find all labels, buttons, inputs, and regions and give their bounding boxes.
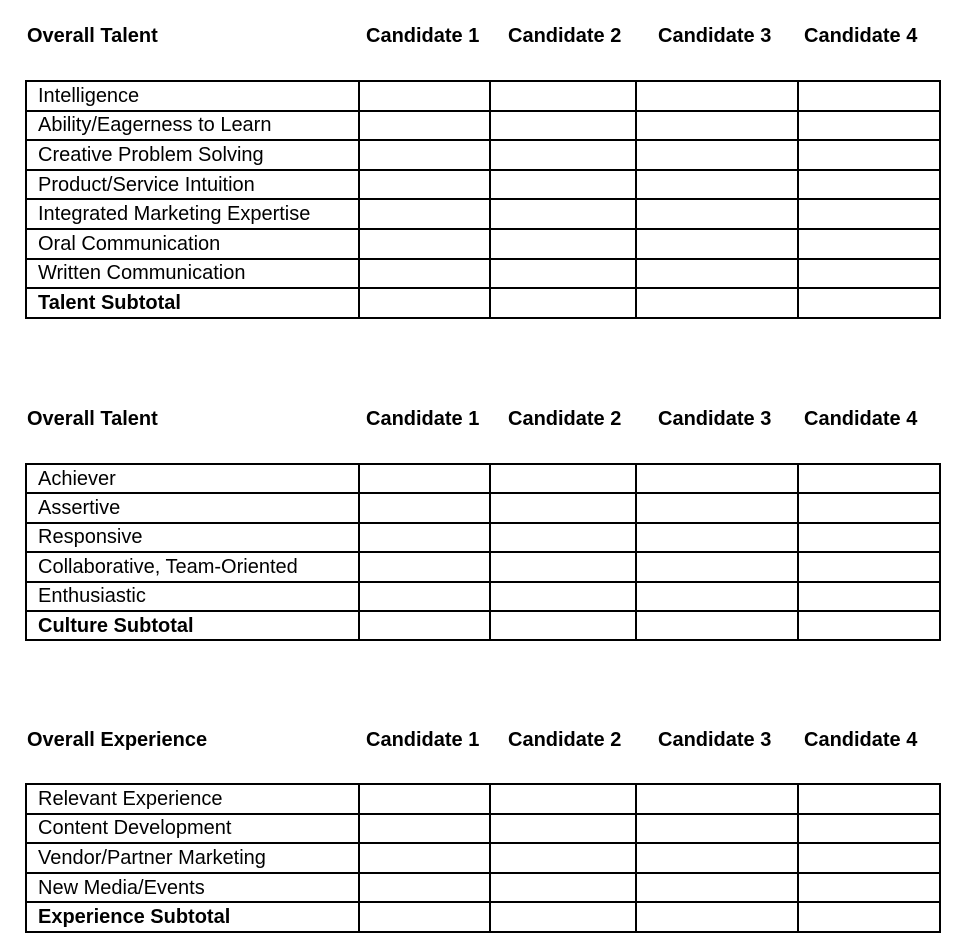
table-row <box>26 552 940 581</box>
score-cell-candidate-1[interactable] <box>359 259 490 289</box>
criterion-label: Creative Problem Solving <box>26 140 359 170</box>
criterion-label: Relevant Experience <box>26 784 359 814</box>
table-row <box>26 229 940 259</box>
score-cell-candidate-4[interactable] <box>798 199 940 229</box>
table-row <box>26 582 940 611</box>
score-cell-candidate-1[interactable] <box>359 464 490 493</box>
score-cell-candidate-3[interactable] <box>636 199 798 229</box>
score-cell-candidate-1[interactable] <box>359 814 490 844</box>
score-cell-candidate-2[interactable] <box>490 493 636 522</box>
score-cell-candidate-3[interactable] <box>636 259 798 289</box>
table-row <box>26 140 940 170</box>
score-cell-candidate-2[interactable] <box>490 464 636 493</box>
table-row <box>26 111 940 141</box>
score-cell-candidate-3[interactable] <box>636 843 798 873</box>
table-row <box>26 493 940 522</box>
subtotal-cell-candidate-3[interactable] <box>636 902 798 932</box>
candidate-2-header: Candidate 2 <box>508 408 622 430</box>
experience-scoring-table <box>25 783 941 933</box>
score-cell-candidate-2[interactable] <box>490 873 636 903</box>
score-cell-candidate-2[interactable] <box>490 229 636 259</box>
score-cell-candidate-3[interactable] <box>636 81 798 111</box>
score-cell-candidate-4[interactable] <box>798 464 940 493</box>
criterion-label: Enthusiastic <box>26 582 359 611</box>
score-cell-candidate-2[interactable] <box>490 784 636 814</box>
score-cell-candidate-2[interactable] <box>490 814 636 844</box>
candidate-3-header: Candidate 3 <box>658 729 772 751</box>
score-cell-candidate-2[interactable] <box>490 140 636 170</box>
candidate-4-header: Candidate 4 <box>804 408 918 430</box>
subtotal-cell-candidate-4[interactable] <box>798 611 940 640</box>
subtotal-cell-candidate-2[interactable] <box>490 611 636 640</box>
score-cell-candidate-1[interactable] <box>359 111 490 141</box>
criterion-label: Ability/Eagerness to Learn <box>26 111 359 141</box>
score-cell-candidate-3[interactable] <box>636 140 798 170</box>
score-cell-candidate-4[interactable] <box>798 229 940 259</box>
criterion-label: Integrated Marketing Expertise <box>26 199 359 229</box>
table-row <box>26 523 940 552</box>
criterion-label: Assertive <box>26 493 359 522</box>
score-cell-candidate-2[interactable] <box>490 111 636 141</box>
score-cell-candidate-1[interactable] <box>359 170 490 200</box>
score-cell-candidate-2[interactable] <box>490 170 636 200</box>
score-cell-candidate-3[interactable] <box>636 873 798 903</box>
criterion-label: Responsive <box>26 523 359 552</box>
candidate-2-header: Candidate 2 <box>508 25 622 47</box>
subtotal-row <box>26 902 940 932</box>
candidate-1-header: Candidate 1 <box>366 25 480 47</box>
criterion-label: Vendor/Partner Marketing <box>26 843 359 873</box>
score-cell-candidate-3[interactable] <box>636 111 798 141</box>
score-cell-candidate-1[interactable] <box>359 229 490 259</box>
score-cell-candidate-1[interactable] <box>359 523 490 552</box>
section-header-experience <box>0 725 975 755</box>
criterion-label: Intelligence <box>26 81 359 111</box>
score-cell-candidate-4[interactable] <box>798 784 940 814</box>
score-cell-candidate-4[interactable] <box>798 523 940 552</box>
table-row <box>26 259 940 289</box>
score-cell-candidate-3[interactable] <box>636 784 798 814</box>
subtotal-cell-candidate-2[interactable] <box>490 902 636 932</box>
score-cell-candidate-2[interactable] <box>490 81 636 111</box>
score-cell-candidate-2[interactable] <box>490 843 636 873</box>
criterion-label: Product/Service Intuition <box>26 170 359 200</box>
candidate-1-header: Candidate 1 <box>366 729 480 751</box>
score-cell-candidate-1[interactable] <box>359 843 490 873</box>
score-cell-candidate-4[interactable] <box>798 873 940 903</box>
score-cell-candidate-1[interactable] <box>359 784 490 814</box>
subtotal-cell-candidate-3[interactable] <box>636 611 798 640</box>
criterion-label: Written Communication <box>26 259 359 289</box>
table-row <box>26 199 940 229</box>
score-cell-candidate-4[interactable] <box>798 170 940 200</box>
subtotal-row <box>26 288 940 318</box>
score-cell-candidate-1[interactable] <box>359 873 490 903</box>
table-row <box>26 464 940 493</box>
score-cell-candidate-2[interactable] <box>490 582 636 611</box>
table-row <box>26 81 940 111</box>
score-cell-candidate-2[interactable] <box>490 523 636 552</box>
subtotal-label: Talent Subtotal <box>26 288 359 318</box>
score-cell-candidate-3[interactable] <box>636 523 798 552</box>
score-cell-candidate-4[interactable] <box>798 552 940 581</box>
score-cell-candidate-4[interactable] <box>798 111 940 141</box>
section-title: Overall Talent <box>27 408 158 430</box>
candidate-1-header: Candidate 1 <box>366 408 480 430</box>
subtotal-label: Experience Subtotal <box>26 902 359 932</box>
score-cell-candidate-4[interactable] <box>798 493 940 522</box>
subtotal-cell-candidate-2[interactable] <box>490 288 636 318</box>
section-title: Overall Experience <box>27 729 208 751</box>
score-cell-candidate-4[interactable] <box>798 843 940 873</box>
score-cell-candidate-3[interactable] <box>636 493 798 522</box>
culture-scoring-table <box>25 463 941 641</box>
section-title: Overall Talent <box>27 25 158 47</box>
section-header-culture <box>0 404 975 434</box>
score-cell-candidate-4[interactable] <box>798 582 940 611</box>
score-cell-candidate-4[interactable] <box>798 814 940 844</box>
score-cell-candidate-3[interactable] <box>636 814 798 844</box>
score-cell-candidate-1[interactable] <box>359 493 490 522</box>
subtotal-label: Culture Subtotal <box>26 611 359 640</box>
talent-scoring-table <box>25 80 941 319</box>
score-cell-candidate-3[interactable] <box>636 464 798 493</box>
score-cell-candidate-4[interactable] <box>798 140 940 170</box>
score-cell-candidate-2[interactable] <box>490 199 636 229</box>
table-row <box>26 873 940 903</box>
score-cell-candidate-1[interactable] <box>359 81 490 111</box>
score-cell-candidate-3[interactable] <box>636 552 798 581</box>
table-row <box>26 814 940 844</box>
criterion-label: Achiever <box>26 464 359 493</box>
score-cell-candidate-3[interactable] <box>636 229 798 259</box>
score-cell-candidate-4[interactable] <box>798 81 940 111</box>
score-cell-candidate-2[interactable] <box>490 259 636 289</box>
candidate-4-header: Candidate 4 <box>804 729 918 751</box>
score-cell-candidate-1[interactable] <box>359 552 490 581</box>
table-row <box>26 170 940 200</box>
subtotal-cell-candidate-4[interactable] <box>798 288 940 318</box>
criterion-label: Collaborative, Team-Oriented <box>26 552 359 581</box>
score-cell-candidate-1[interactable] <box>359 140 490 170</box>
subtotal-cell-candidate-3[interactable] <box>636 288 798 318</box>
score-cell-candidate-2[interactable] <box>490 552 636 581</box>
score-cell-candidate-3[interactable] <box>636 582 798 611</box>
subtotal-row <box>26 611 940 640</box>
subtotal-cell-candidate-1[interactable] <box>359 902 490 932</box>
candidate-3-header: Candidate 3 <box>658 408 772 430</box>
score-cell-candidate-4[interactable] <box>798 259 940 289</box>
subtotal-cell-candidate-4[interactable] <box>798 902 940 932</box>
candidate-4-header: Candidate 4 <box>804 25 918 47</box>
criterion-label: New Media/Events <box>26 873 359 903</box>
criterion-label: Content Development <box>26 814 359 844</box>
candidate-3-header: Candidate 3 <box>658 25 772 47</box>
table-row <box>26 784 940 814</box>
candidate-2-header: Candidate 2 <box>508 729 622 751</box>
score-cell-candidate-1[interactable] <box>359 199 490 229</box>
score-cell-candidate-3[interactable] <box>636 170 798 200</box>
score-cell-candidate-1[interactable] <box>359 582 490 611</box>
subtotal-cell-candidate-1[interactable] <box>359 611 490 640</box>
section-header-talent <box>0 21 975 51</box>
table-row <box>26 843 940 873</box>
subtotal-cell-candidate-1[interactable] <box>359 288 490 318</box>
criterion-label: Oral Communication <box>26 229 359 259</box>
